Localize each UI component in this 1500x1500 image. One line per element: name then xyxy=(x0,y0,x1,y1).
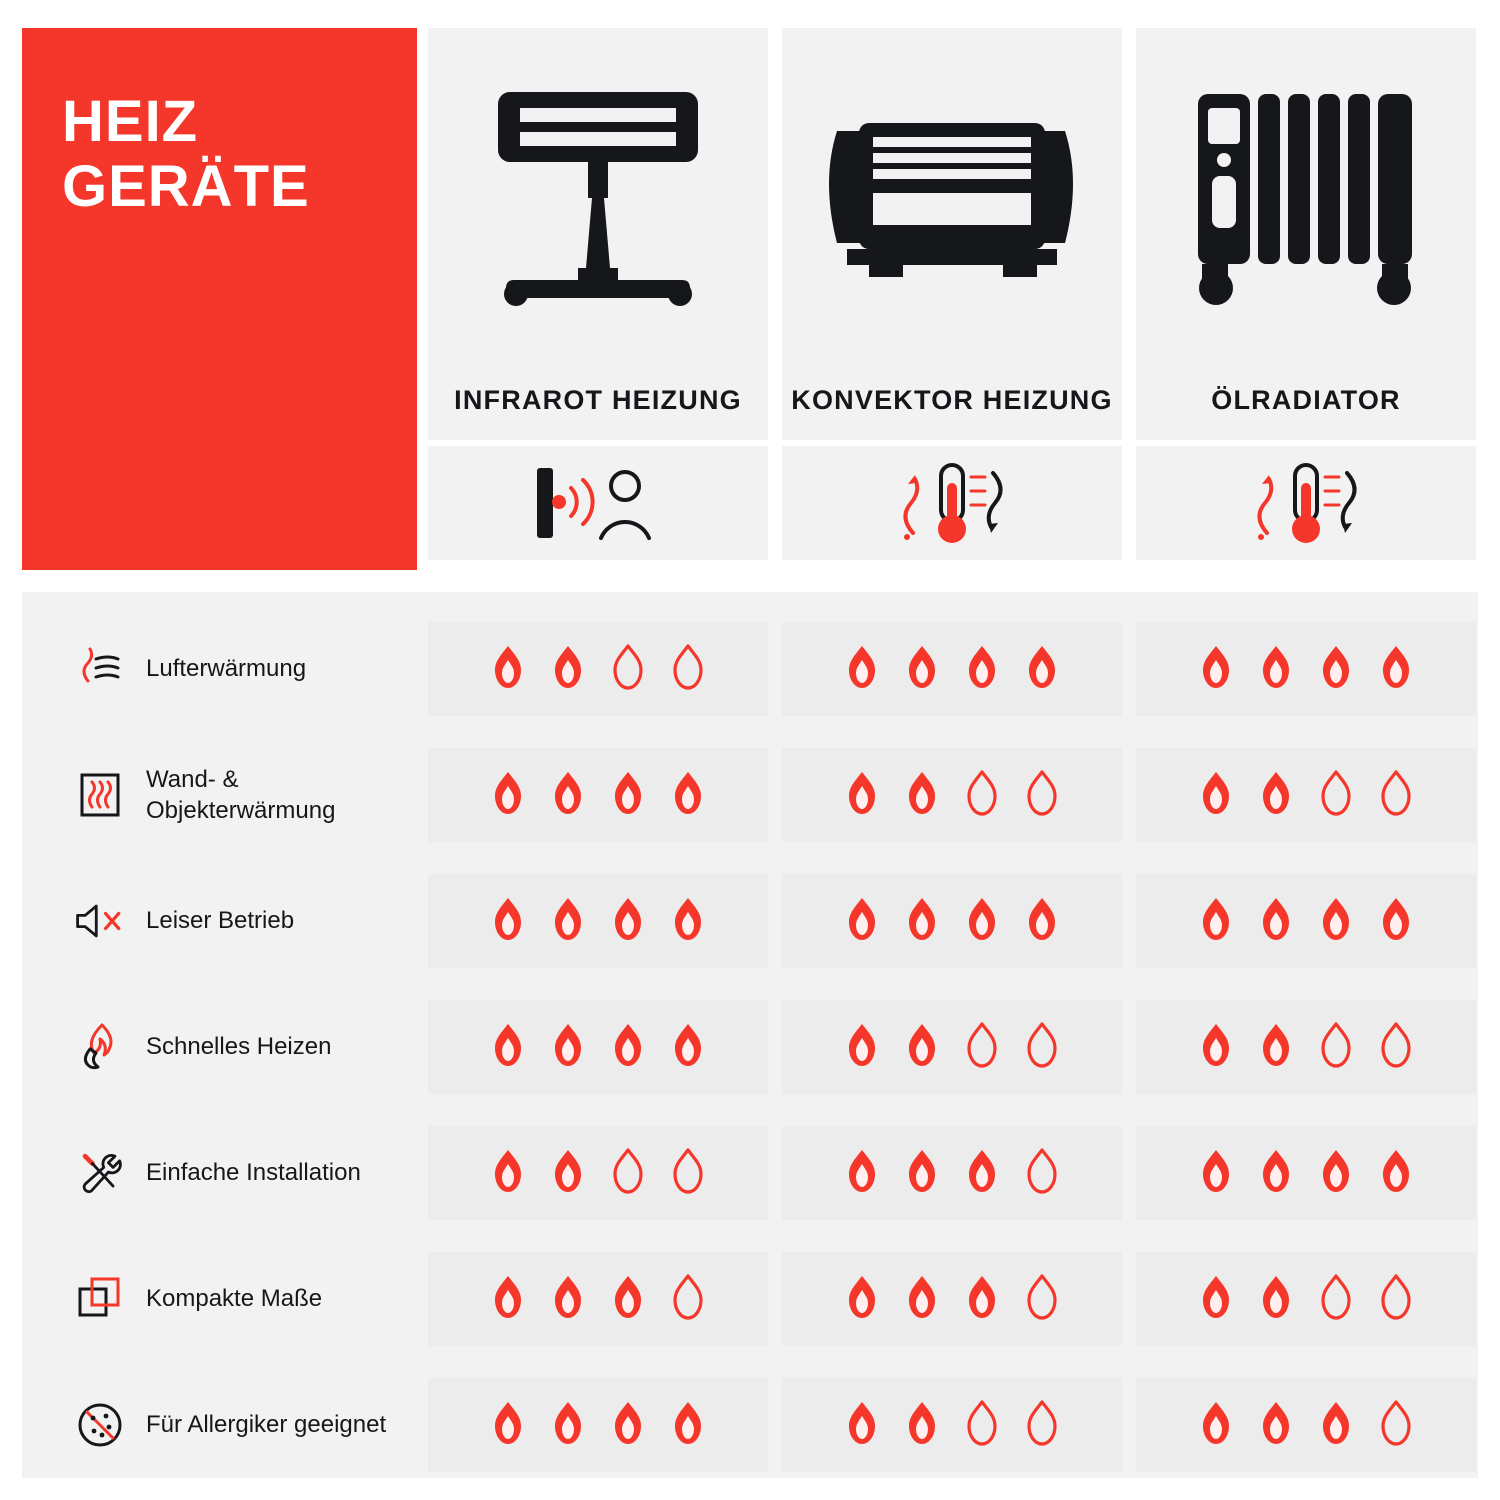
product-name: ÖLRADIATOR xyxy=(1211,384,1401,415)
rating-cell xyxy=(1136,1000,1476,1094)
air-heat-waves-icon xyxy=(72,641,128,697)
flame-icon-filled xyxy=(1373,642,1419,696)
air-circulation-thermometer-icon xyxy=(1231,455,1381,551)
flame-icon-filled xyxy=(1019,894,1065,948)
product-principle xyxy=(782,446,1122,560)
flame-icon-empty xyxy=(605,642,651,696)
flame-icon-empty xyxy=(959,1398,1005,1452)
row-label-text: Schnelles Heizen xyxy=(146,1033,332,1061)
flame-icon-filled xyxy=(665,768,711,822)
flame-icon-filled xyxy=(899,1020,945,1074)
compact-size-squares-icon xyxy=(72,1271,128,1327)
flame-icon-filled xyxy=(839,1146,885,1200)
flame-icon-filled xyxy=(959,894,1005,948)
row-label-text: Lufterwärmung xyxy=(146,655,307,683)
rating-cell xyxy=(1136,1126,1476,1220)
row-label xyxy=(72,1378,412,1472)
flame-icon-filled xyxy=(485,1398,531,1452)
flame-icon-filled xyxy=(605,1020,651,1074)
flame-icon-filled xyxy=(1253,1272,1299,1326)
rating-cell xyxy=(1136,748,1476,842)
flame-icon-empty xyxy=(1019,1020,1065,1074)
rating-cell xyxy=(1136,622,1476,716)
rating-cell xyxy=(782,1126,1122,1220)
rating-cell xyxy=(1136,1252,1476,1346)
product-header xyxy=(782,28,1122,440)
rating-cell xyxy=(1136,874,1476,968)
convector-heater-icon xyxy=(782,68,1122,318)
flame-icon-filled xyxy=(1253,768,1299,822)
rating-cell xyxy=(782,1252,1122,1346)
flame-icon-filled xyxy=(1193,894,1239,948)
flame-icon-empty xyxy=(1019,1146,1065,1200)
header-band xyxy=(0,0,1500,572)
rating-cell xyxy=(428,748,768,842)
row-label-text: Kompakte Maße xyxy=(146,1285,323,1313)
flame-icon-filled xyxy=(485,1272,531,1326)
flame-icon-empty xyxy=(1373,1272,1419,1326)
table-row xyxy=(22,622,1478,716)
flame-icon-filled xyxy=(1373,894,1419,948)
flame-icon-filled xyxy=(839,1020,885,1074)
flame-icon-filled xyxy=(665,1020,711,1074)
flame-icon-filled xyxy=(545,1398,591,1452)
tools-wrench-screwdriver-icon xyxy=(72,1145,128,1201)
flame-icon-filled xyxy=(899,1398,945,1452)
flame-icon-filled xyxy=(605,894,651,948)
flame-icon-filled xyxy=(1193,1146,1239,1200)
flame-icon-filled xyxy=(485,1020,531,1074)
flame-icon-filled xyxy=(485,768,531,822)
flame-icon-filled xyxy=(1193,1398,1239,1452)
rating-cell xyxy=(428,622,768,716)
row-label-text: Leiser Betrieb xyxy=(146,907,295,935)
flame-icon-filled xyxy=(959,1272,1005,1326)
row-label xyxy=(72,874,412,968)
flame-icon-filled xyxy=(1313,642,1359,696)
flame-icon-empty xyxy=(1019,1272,1065,1326)
flame-icon-filled xyxy=(839,1272,885,1326)
flame-icon-filled xyxy=(485,894,531,948)
flame-icon-filled xyxy=(545,1272,591,1326)
rating-cell xyxy=(782,1378,1122,1472)
flame-icon-filled xyxy=(899,642,945,696)
flame-icon-empty xyxy=(1373,1398,1419,1452)
flame-icon-filled xyxy=(1193,1020,1239,1074)
table-row xyxy=(22,1126,1478,1220)
flame-icon-filled xyxy=(665,894,711,948)
flame-icon-filled xyxy=(1313,894,1359,948)
table-row xyxy=(22,1378,1478,1472)
infrared-heater-icon xyxy=(428,68,768,318)
flame-icon-empty xyxy=(665,642,711,696)
table-row xyxy=(22,1000,1478,1094)
table-row xyxy=(22,748,1478,842)
product-principle xyxy=(1136,446,1476,560)
flame-icon-filled xyxy=(545,768,591,822)
row-label xyxy=(72,1252,412,1346)
flame-icon-filled xyxy=(839,1398,885,1452)
flame-icon-empty xyxy=(1373,1020,1419,1074)
rating-cell xyxy=(1136,1378,1476,1472)
flame-icon-filled xyxy=(959,1146,1005,1200)
flame-icon-filled xyxy=(1313,1398,1359,1452)
flame-icon-empty xyxy=(959,1020,1005,1074)
flame-icon-empty xyxy=(1019,1398,1065,1452)
speaker-mute-icon xyxy=(72,893,128,949)
flame-icon-filled xyxy=(485,642,531,696)
flame-icon-empty xyxy=(1313,768,1359,822)
flame-icon-empty xyxy=(1313,1272,1359,1326)
row-label-text: Einfache Installation xyxy=(146,1159,361,1187)
flame-icon-filled xyxy=(1193,642,1239,696)
flame-icon-filled xyxy=(899,1272,945,1326)
comparison-table xyxy=(22,592,1478,1478)
flame-icon-filled xyxy=(545,642,591,696)
fast-heating-flame-icon xyxy=(72,1019,128,1075)
flame-icon-filled xyxy=(545,1020,591,1074)
product-principle xyxy=(428,446,768,560)
flame-icon-filled xyxy=(1253,1146,1299,1200)
flame-icon-filled xyxy=(605,768,651,822)
flame-icon-filled xyxy=(899,894,945,948)
flame-icon-filled xyxy=(1193,1272,1239,1326)
rating-cell xyxy=(428,1000,768,1094)
rating-cell xyxy=(782,874,1122,968)
flame-icon-filled xyxy=(545,894,591,948)
row-label xyxy=(72,1000,412,1094)
rating-cell xyxy=(782,622,1122,716)
flame-icon-empty xyxy=(1019,768,1065,822)
row-label xyxy=(72,748,412,842)
table-row xyxy=(22,874,1478,968)
row-label-text: Für Allergiker geeignet xyxy=(146,1411,387,1439)
product-name: KONVEKTOR HEIZUNG xyxy=(791,384,1113,415)
flame-icon-empty xyxy=(605,1146,651,1200)
allergy-dust-blocked-icon xyxy=(72,1397,128,1453)
title-card xyxy=(22,28,417,570)
flame-icon-filled xyxy=(899,768,945,822)
rating-cell xyxy=(428,1252,768,1346)
flame-icon-filled xyxy=(605,1272,651,1326)
rating-cell xyxy=(428,874,768,968)
table-row xyxy=(22,1252,1478,1346)
flame-icon-filled xyxy=(839,642,885,696)
flame-icon-filled xyxy=(1019,642,1065,696)
page-title: HEIZ GERÄTE xyxy=(62,89,310,219)
wall-object-heat-icon xyxy=(72,767,128,823)
flame-icon-empty xyxy=(665,1146,711,1200)
flame-icon-empty xyxy=(1373,768,1419,822)
rating-cell xyxy=(782,748,1122,842)
flame-icon-empty xyxy=(959,768,1005,822)
flame-icon-filled xyxy=(545,1146,591,1200)
flame-icon-filled xyxy=(485,1146,531,1200)
flame-icon-filled xyxy=(1313,1146,1359,1200)
product-name: INFRAROT HEIZUNG xyxy=(454,384,742,415)
flame-icon-filled xyxy=(1253,894,1299,948)
oil-radiator-icon xyxy=(1136,68,1476,318)
row-label xyxy=(72,1126,412,1220)
row-label-text: Wand- & Objekterwärmung xyxy=(146,765,336,824)
flame-icon-filled xyxy=(899,1146,945,1200)
flame-icon-filled xyxy=(1373,1146,1419,1200)
flame-icon-filled xyxy=(1253,1020,1299,1074)
flame-icon-filled xyxy=(1253,1398,1299,1452)
flame-icon-filled xyxy=(1193,768,1239,822)
product-column-infrarot xyxy=(428,28,768,560)
flame-icon-filled xyxy=(605,1398,651,1452)
flame-icon-filled xyxy=(839,894,885,948)
row-label xyxy=(72,622,412,716)
product-column-oelradiator xyxy=(1136,28,1476,560)
flame-icon-empty xyxy=(1313,1020,1359,1074)
product-column-konvektor xyxy=(782,28,1122,560)
flame-icon-empty xyxy=(665,1272,711,1326)
product-header xyxy=(1136,28,1476,440)
product-header xyxy=(428,28,768,440)
rating-cell xyxy=(782,1000,1122,1094)
flame-icon-filled xyxy=(665,1398,711,1452)
air-circulation-thermometer-icon xyxy=(877,455,1027,551)
flame-icon-filled xyxy=(839,768,885,822)
rating-cell xyxy=(428,1126,768,1220)
flame-icon-filled xyxy=(959,642,1005,696)
radiant-heat-person-icon xyxy=(513,458,683,548)
rating-cell xyxy=(428,1378,768,1472)
flame-icon-filled xyxy=(1253,642,1299,696)
